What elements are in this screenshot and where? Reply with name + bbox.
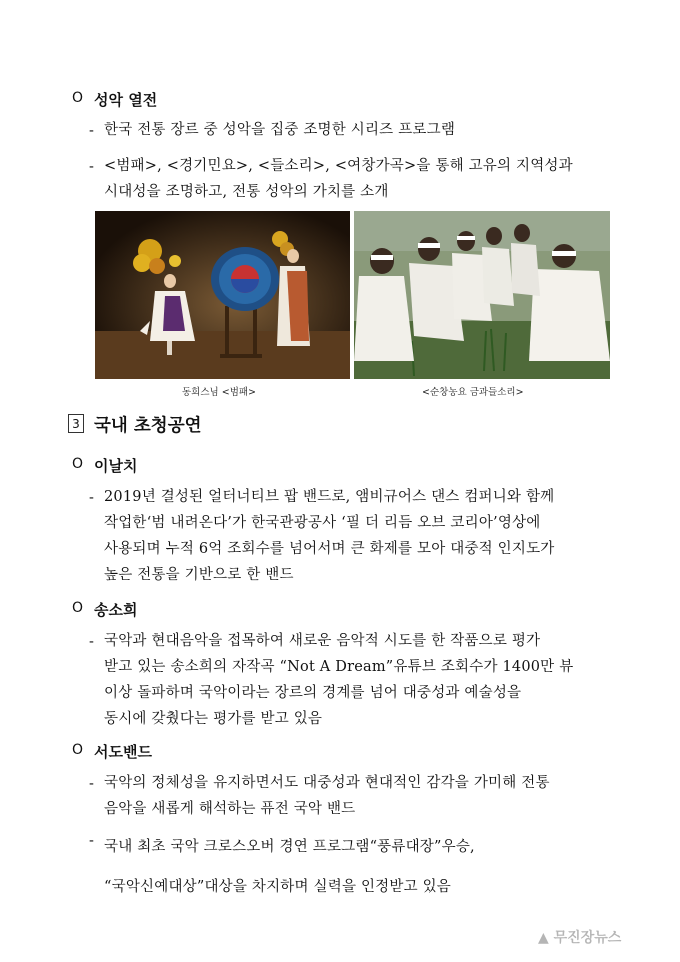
bullet-text: 국악과 현대음악을 접목하여 새로운 음악적 시도를 한 작품으로 평가 받고 있는 송소희의 자작곡 “Not A Dream”유튜브 조회수가 1400만 뷰 이상 돌파하며 국악이라는 장르의 경계를 넘어 대중성과 예술성을 동시에 갖췄다는 평가를 받고 있음: [104, 633, 574, 727]
photo-caption: 동희스님 <범패>: [182, 387, 257, 398]
bullet-text: 한국 전통 장르 중 성악을 집중 조명한 시리즈 프로그램: [104, 122, 456, 138]
subheading-leenalchi: 이날치: [94, 457, 138, 475]
circle-bullet: O: [72, 456, 84, 472]
watermark-text: 무진장뉴스: [553, 930, 622, 946]
dash-bullet: -: [89, 776, 94, 792]
photo-beompae: [95, 211, 350, 379]
dash-bullet: -: [89, 159, 94, 175]
bullet-text: <범패>, <경기민요>, <들소리>, <여창가곡>을 통해 고유의 지역성과 시대성을 조명하고, 전통 성악의 가치를 소개: [104, 158, 573, 200]
dash-bullet: -: [89, 490, 94, 506]
section-number-box: 3: [68, 414, 84, 433]
subheading-songsohee: 송소희: [94, 601, 138, 619]
circle-bullet: O: [72, 90, 84, 106]
dash-bullet: -: [89, 833, 94, 849]
circle-bullet: O: [72, 600, 84, 616]
photo-caption: <순창농요 금과들소리>: [422, 387, 524, 398]
watermark: [538, 927, 621, 947]
subheading-seodoband: 서도밴드: [94, 743, 152, 761]
photo-deulsori: [354, 211, 610, 379]
watermark-logo-icon: ▲: [538, 930, 554, 946]
bullet-text: 국내 최초 국악 크로스오버 경연 프로그램“풍류대장”우승, “국악신예대상”대상을 차지하며 실력을 인정받고 있음: [104, 839, 475, 895]
circle-bullet: O: [72, 742, 84, 758]
subheading-vocal: 성악 열전: [94, 91, 158, 109]
photo-deulsori-image: [354, 211, 610, 379]
section-title: 국내 초청공연: [94, 416, 202, 436]
bullet-text: 국악의 정체성을 유지하면서도 대중성과 현대적인 감각을 가미해 전통 음악을 새롭게 해석하는 퓨전 국악 밴드: [104, 775, 550, 817]
bullet-text: 2019년 결성된 얼터너티브 팝 밴드로, 앰비규어스 댄스 컴퍼니와 함께 작업한‘범 내려온다’가 한국관광공사 ‘필 더 리듬 오브 코리아’영상에 사용되며 누적 6억 조회수를 넘어서며 큰 화제를 모아 대중적 인지도가 높은 전통을 기반으로 한 밴드: [104, 489, 555, 583]
dash-bullet: -: [89, 123, 94, 139]
photo-beompae-image: [95, 211, 350, 379]
dash-bullet: -: [89, 634, 94, 650]
